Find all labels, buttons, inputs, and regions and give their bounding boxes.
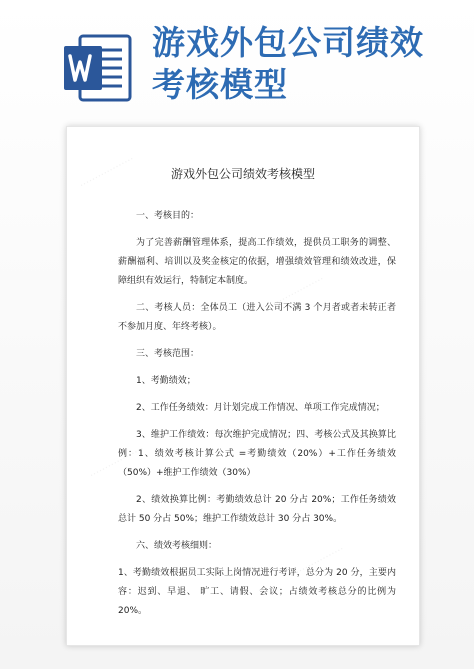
document-body: [118, 207, 396, 629]
word-document-icon: [62, 32, 134, 104]
paragraph: 六、绩效考核细则：: [136, 541, 218, 551]
paragraph: 三、考核范围：: [136, 349, 200, 359]
watermark: ⋯⋯⋯⋯⋯⋯: [267, 273, 327, 312]
paragraph: 3、维护工作绩效：每次维护完成情况；四、考核公式及其换算比例：1、绩效考核计算公式 =考勤绩效（20%）+工作任务绩效（50%）+维护工作绩效（30%）: [118, 430, 396, 478]
page-title: 游戏外包公司绩效考核模型: [152, 23, 424, 104]
paragraph: 1、考勤绩效；: [136, 376, 196, 386]
document-title: 游戏外包公司绩效考核模型: [170, 167, 315, 181]
paragraph: 为了完善薪酬管理体系，提高工作绩效，提供员工职务的调整、薪酬福利、培训以及奖金核定的依据，增强绩效管理和绩效改进，保障组织有效运行，特制定本制度。: [118, 238, 396, 286]
watermark: ⋯⋯⋯⋯⋯⋯: [87, 443, 147, 482]
paragraph: 2、工作任务绩效：月计划完成工作情况、单项工作完成情况；: [136, 403, 385, 413]
paragraph: 2、绩效换算比例：考勤绩效总计 20 分占 20%；工作任务绩效总计 50 分占 50%；维护工作绩效总计 30 分占 30%。: [118, 495, 396, 524]
paragraph: 一、考核目的：: [136, 211, 200, 221]
paragraph: 二、考核人员：全体员工（进入公司不满 3 个月者或者未转正者不参加月度、年终考核）。: [118, 303, 396, 332]
watermark: ⋯⋯⋯⋯⋯⋯: [287, 543, 347, 582]
watermark: ⋯⋯⋯⋯⋯⋯: [77, 153, 137, 192]
paragraph: 1、考勤绩效根据员工实际上岗情况进行考评，总分为 20 分，主要内容：迟到、早退、 旷工、请假、会议；占绩效考核总分的比例为 20%。: [118, 568, 396, 616]
document-page: [66, 126, 420, 646]
